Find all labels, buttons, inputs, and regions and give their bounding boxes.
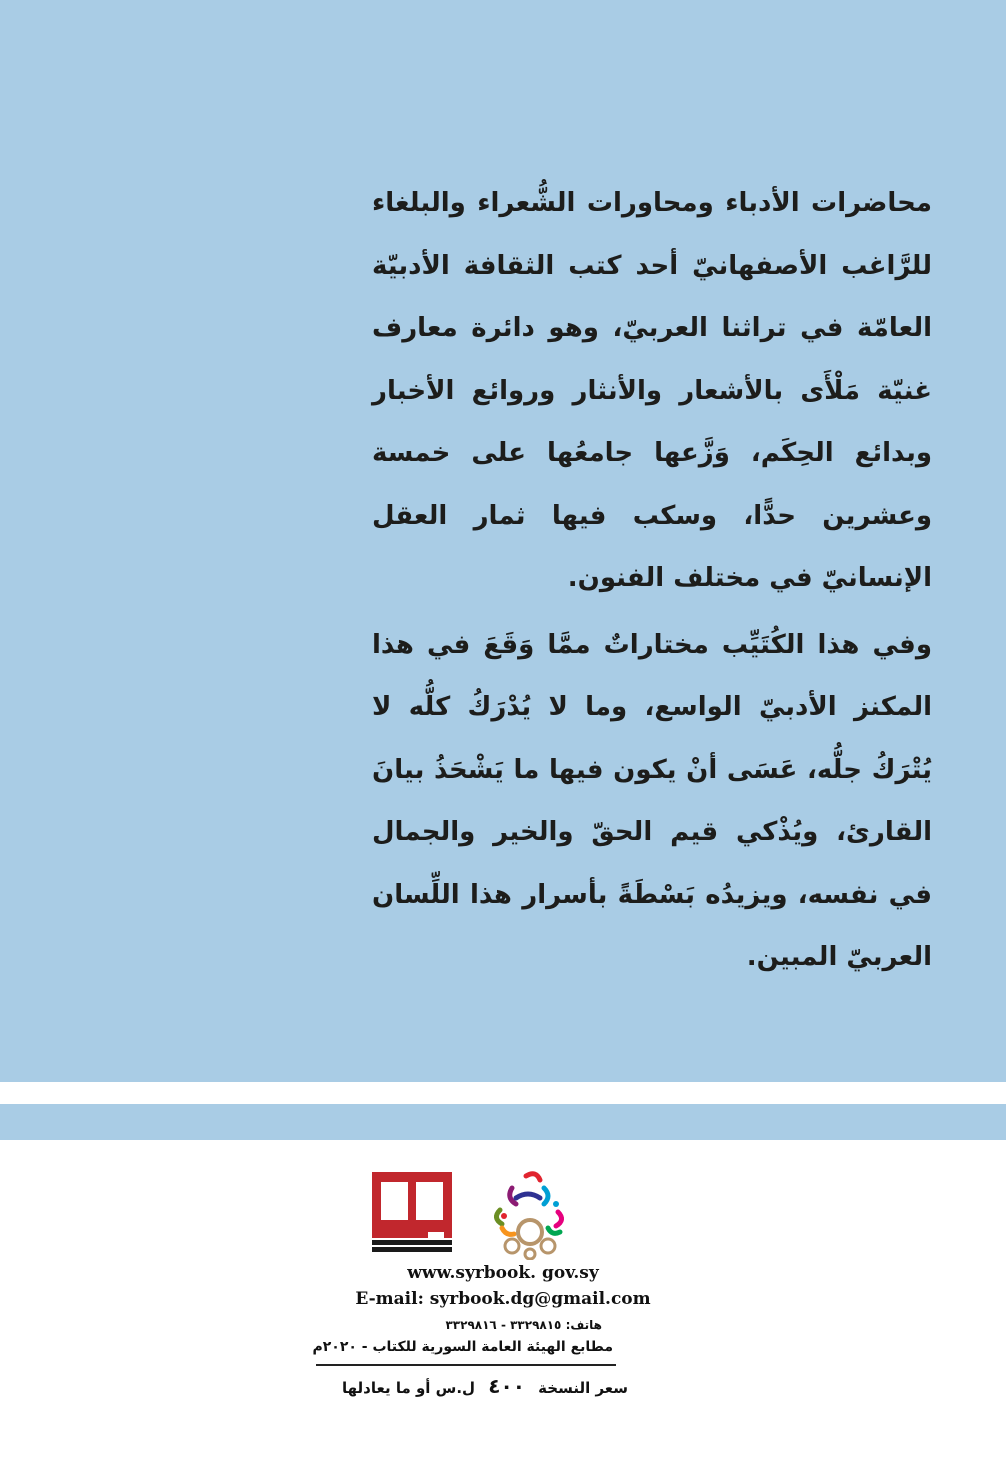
phone-numbers: هاتف: ٣٣٢٩٨١٥ - ٣٣٢٩٨١٦ [445,1318,602,1332]
divider-stripe-blue [0,1104,1006,1140]
blurb-paragraph-1: محاضرات الأدباء ومحاورات الشُّعراء والبلغاء للرَّاغب الأصفهانيّ أحد كتب الثقافة الأدبيّة العامّة في تراثنا العربيّ، وهو دائرة معارف غنيّة مَلْأَى بالأشعار والأنثار وروائع الأخبار وبدائع الحِكَم، وَزَّعها جامعُها على خمسة وعشرين حدًّا، وسكب فيها ثمار العقل الإنسانيّ في مختلف الفنون. [372,188,932,593]
website-url: www.syrbook. gov.sy [407,1263,599,1283]
blurb-paragraph-2: وفي هذا الكُتَيِّب مختاراتٌ ممَّا وَقَعَ في هذا المكنز الأدبيّ الواسع، وما لا يُدْرَكُ كلُّه لا يُتْرَكُ جلُّه، عَسَى أنْ يكون فيها ما يَشْحَذُ بيانَ القارئ، ويُذْكي قيم الحقّ والخير والجمال في نفسه، ويزيدُه بَسْطَةً بأسرار هذا اللِّسان العربيّ المبين. [372,629,932,972]
price-line [342,1374,628,1398]
book-logo-icon [372,1172,452,1254]
price-amount: ٤٠٠ [488,1374,525,1398]
printer-credit: مطابع الهيئة العامة السورية للكتاب - ٢٠٢٠م [312,1339,613,1355]
price-unit: ل.س أو ما يعادلها [342,1379,476,1397]
email-address: E-mail: syrbook.dg@gmail.com [355,1289,651,1309]
blurb-text [372,172,932,989]
price-divider [316,1364,616,1366]
calligraphy-emblem-icon [482,1168,578,1260]
price-label: سعر النسخة [538,1379,628,1397]
divider-stripe-white [0,1082,1006,1104]
